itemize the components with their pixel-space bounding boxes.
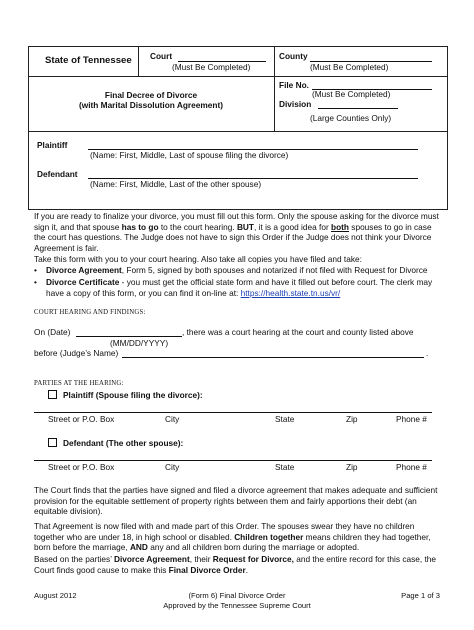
division-hint: (Large Counties Only)	[310, 113, 392, 123]
column-city: City	[165, 414, 180, 424]
plaintiff-heading: Plaintiff (Spouse filing the divorce):	[48, 390, 203, 401]
defendant-address-field[interactable]	[34, 460, 432, 461]
judge-name-field[interactable]	[122, 357, 424, 358]
defendant-label: Defendant	[37, 169, 78, 179]
hearing-date-field[interactable]	[76, 336, 182, 337]
footer-form: (Form 6) Final Divorce Order	[188, 591, 286, 600]
defendant-hint: (Name: First, Middle, Last of the other spouse)	[90, 179, 262, 189]
state-title: State of Tennessee	[45, 55, 132, 66]
plaintiff-address-field[interactable]	[34, 412, 432, 413]
plaintiff-label: Plaintiff	[37, 140, 68, 150]
county-label: County	[279, 51, 308, 61]
vital-records-link[interactable]: https://health.state.tn.us/vr/	[240, 287, 341, 298]
column-street: Street or P.O. Box	[48, 462, 115, 472]
column-zip: Zip	[346, 462, 358, 472]
caption-divider	[274, 46, 275, 131]
plaintiff-hint: (Name: First, Middle, Last of spouse filing the divorce)	[90, 150, 289, 160]
column-state: State	[275, 414, 295, 424]
parties-heading: PARTIES AT THE HEARING:	[34, 380, 124, 387]
page-number: Page 1 of 3	[401, 591, 440, 600]
caption-divider	[28, 131, 448, 132]
decree-title: Final Decree of Divorce	[104, 90, 198, 100]
column-phone: Phone #	[396, 414, 427, 424]
column-zip: Zip	[346, 414, 358, 424]
defendant-checkbox[interactable]	[48, 438, 57, 447]
intro-paragraph: If you are ready to finalize your divorce, you must fill out this form. Only the spouse asking for the divorce must sign it, and that spouse has to go to the court hearing. BUT, it is a good idea for both spouses to go in case the court has questions. The Judge does not have to sign this Order if the Judge does not think your Divorce Agreement is fair.	[34, 211, 439, 253]
column-state: State	[275, 462, 295, 472]
date-format-hint: (MM/DD/YYYY)	[110, 338, 169, 348]
defendant-heading: Defendant (The other spouse):	[48, 438, 183, 449]
court-label: Court	[150, 51, 173, 61]
list-item: • Divorce Agreement, Form 5, signed by both spouses and notarized if not filed with Request for Divorce	[34, 265, 428, 275]
judge-period: .	[426, 348, 429, 358]
file-no-label: File No.	[279, 80, 309, 90]
column-street: Street or P.O. Box	[48, 414, 115, 424]
children-paragraph: That Agreement is now filed with and made part of this Order. The spouses swear they have no children together who are under 18, in high school or disabled. Children together means children they had together, born before the marriage, AND any and all children born during the marriage or adopted.	[34, 521, 431, 553]
footer-date: August 2012	[34, 591, 77, 600]
division-field[interactable]	[318, 108, 398, 109]
judge-label: before (Judge’s Name)	[34, 348, 119, 358]
hearing-sentence: , there was a court hearing at the court and county listed above	[182, 327, 414, 337]
instructions-text: Take this form with you to your court hearing. Also take all copies you have filed and take:	[34, 254, 362, 264]
footer-approval: Approved by the Tennessee Supreme Court	[163, 601, 311, 610]
caption-divider	[138, 46, 139, 76]
column-phone: Phone #	[396, 462, 427, 472]
division-label: Division	[279, 99, 312, 109]
list-item: • Divorce Certificate - you must get the official state form and have it filled out before court. The clerk may have a copy of this form, or you can find it on-line at: https://health.state.tn.us/vr/	[34, 277, 433, 298]
good-cause-paragraph: Based on the parties’ Divorce Agreement, their Request for Divorce, and the entire record for this case, the Court finds good cause to make this Final Divorce Order.	[34, 554, 437, 575]
hearing-heading: COURT HEARING AND FINDINGS:	[34, 309, 146, 316]
county-hint: (Must Be Completed)	[310, 62, 389, 72]
column-city: City	[165, 462, 180, 472]
plaintiff-checkbox[interactable]	[48, 390, 57, 399]
file-no-hint: (Must Be Completed)	[312, 89, 391, 99]
decree-subtitle: (with Marital Dissolution Agreement)	[79, 100, 223, 110]
caption-divider	[28, 76, 448, 77]
on-date-label: On (Date)	[34, 327, 71, 337]
findings-paragraph: The Court finds that the parties have signed and filed a divorce agreement that makes adequate and sufficient provision for the equitable settlement of property rights between them and fairly apportions their debt (an equitable division).	[34, 485, 438, 517]
court-hint: (Must Be Completed)	[172, 62, 251, 72]
